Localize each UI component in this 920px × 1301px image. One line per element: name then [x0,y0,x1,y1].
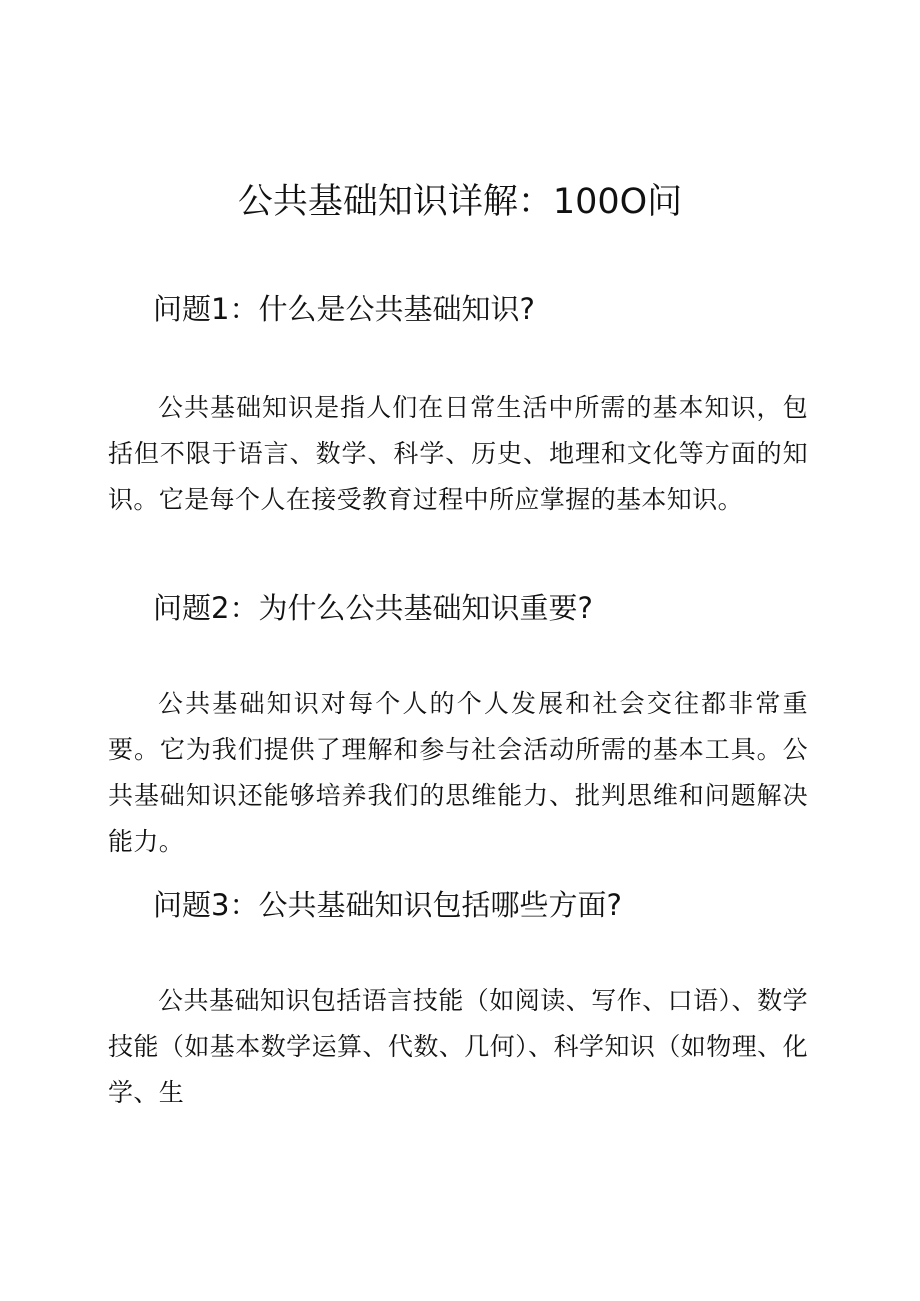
question-2-heading: 问题2：为什么公共基础知识重要? [153,591,593,625]
question-3-answer: 公共基础知识包括语言技能（如阅读、写作、口语）、数学技能（如基本数学运算、代数、几何）、科学知识（如物理、化学、生 [108,986,808,1107]
question-3-heading: 问题3：公共基础知识包括哪些方面? [153,888,622,922]
document-title: 公共基础知识详解：100O问 [237,182,683,222]
question-1-heading: 问题1：什么是公共基础知识? [153,292,535,326]
question-1-answer: 公共基础知识是指人们在日常生活中所需的基本知识，包括但不限于语言、数学、科学、历史、地理和文化等方面的知识。它是每个人在接受教育过程中所应掌握的基本知识。 [108,393,808,514]
question-2-answer: 公共基础知识对每个人的个人发展和社会交往都非常重要。它为我们提供了理解和参与社会活动所需的基本工具。公共基础知识还能够培养我们的思维能力、批判思维和问题解决能力。 [108,689,808,856]
